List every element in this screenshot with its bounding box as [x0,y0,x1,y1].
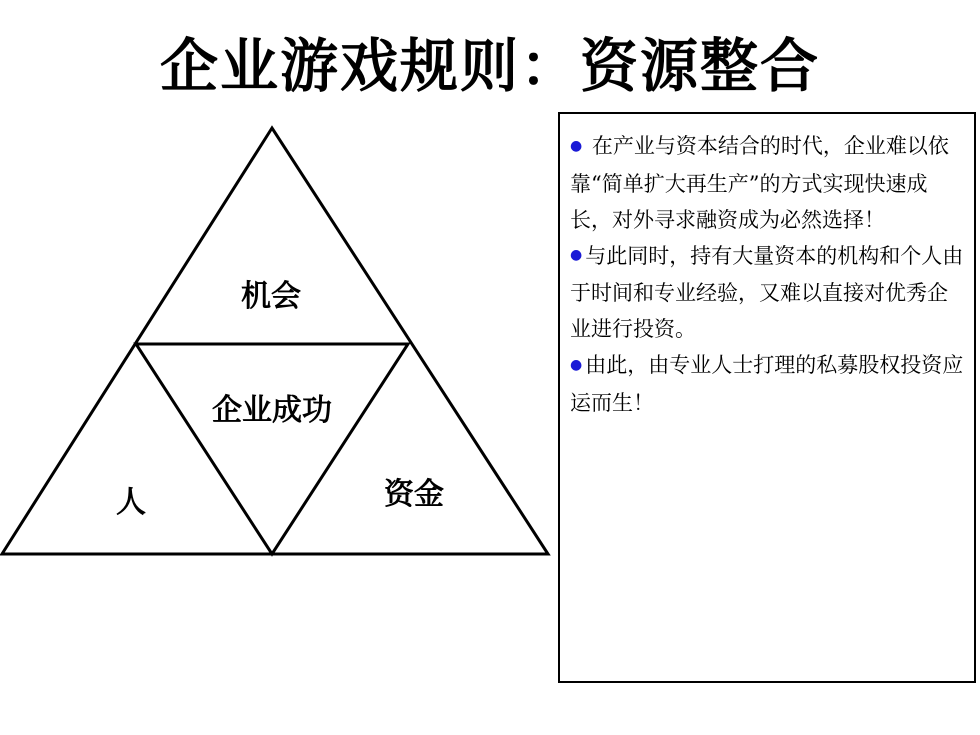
label-people: 人 [116,485,146,520]
resource-triangle-diagram [0,120,560,570]
label-enterprise-success: 企业成功 [212,393,332,428]
paragraph-3 [570,347,966,421]
bullet-dot-icon: ● [570,356,583,373]
paragraph-2 [570,238,966,348]
label-capital: 资金 [384,477,444,512]
paragraph-2-text: 与此同时，持有大量资本的机构和个人由于时间和专业经验，又难以直接对优秀企业进行投资。 [570,243,964,341]
label-opportunity: 机会 [241,279,301,314]
explanation-textbox [558,112,976,683]
outer-triangle [2,128,548,554]
bullet-dot-icon: ● [570,247,583,263]
slide-title: 企业游戏规则：资源整合 [159,32,820,100]
paragraph-1 [570,128,966,238]
paragraph-1-text: 在产业与资本结合的时代，企业难以依靠“简单扩大再生产”的方式实现快速成长，对外寻求融资成为必然选择！ [570,134,949,232]
inner-triangle [136,344,408,554]
bullet-dot-icon: ● [570,137,583,154]
paragraph-3-text: 由此，由专业人士打理的私募股权投资应运而生！ [570,353,964,415]
